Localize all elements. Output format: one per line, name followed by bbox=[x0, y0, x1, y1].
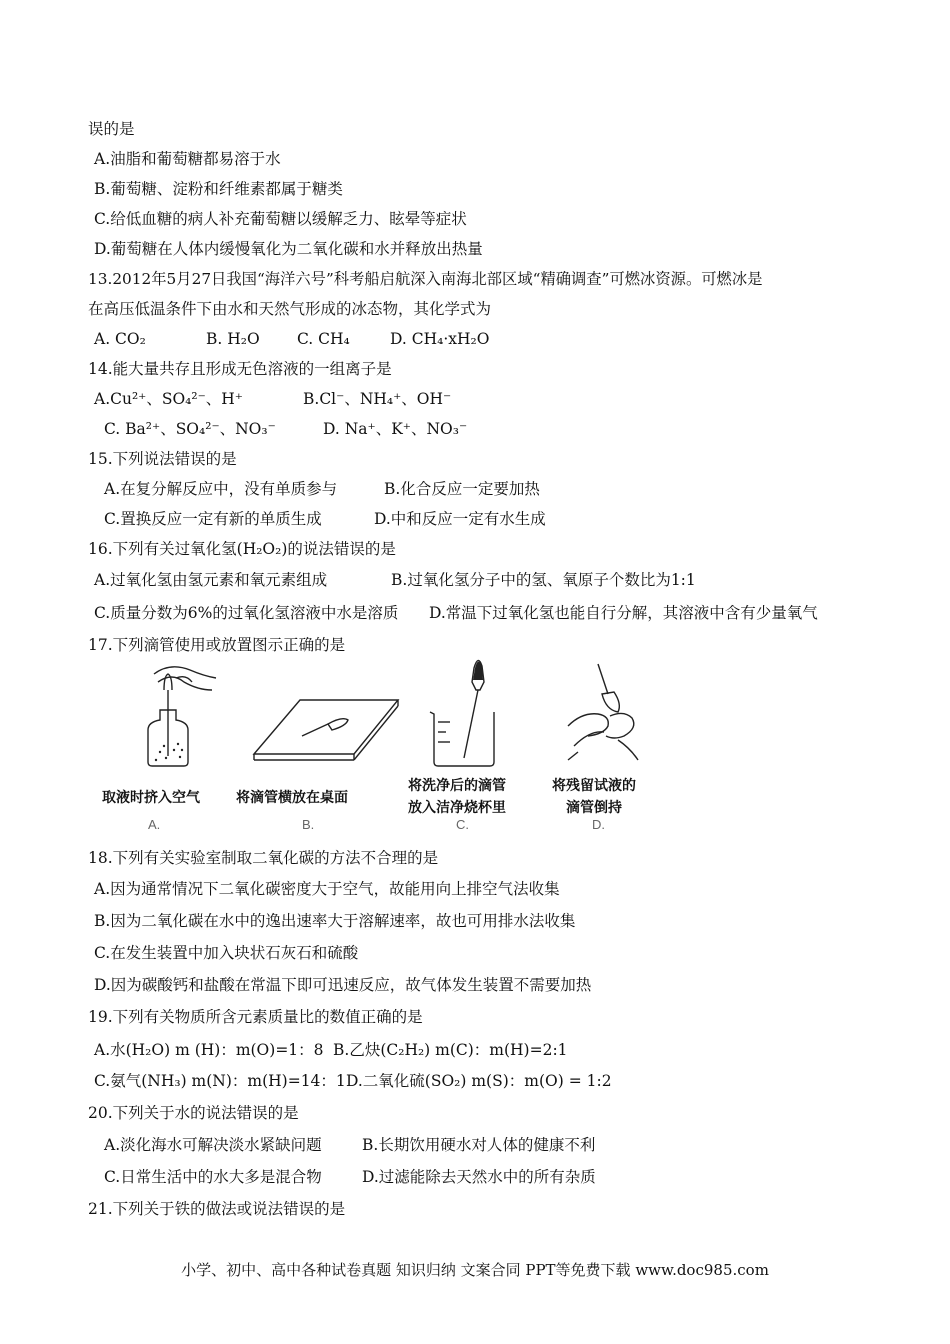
figure-d-caption-line1: 将残留试液的 bbox=[552, 778, 636, 794]
q12-option-d: D.葡萄糖在人体内缓慢氧化为二氧化碳和水并释放出热量 bbox=[94, 240, 483, 258]
figure-d-caption-line2: 滴管倒持 bbox=[566, 800, 622, 816]
figure-d-label: D. bbox=[592, 817, 605, 832]
q18-option-b: B.因为二氧化碳在水中的逸出速率大于溶解速率，故也可用排水法收集 bbox=[94, 912, 576, 930]
q20-option-d: D.过滤能除去天然水中的所有杂质 bbox=[362, 1168, 596, 1186]
q13-stem-line2: 在高压低温条件下由水和天然气形成的冰态物，其化学式为 bbox=[88, 300, 492, 318]
q18-option-d: D.因为碳酸钙和盐酸在常温下即可迅速反应，故气体发生装置不需要加热 bbox=[94, 976, 592, 994]
q16-option-a: A.过氧化氢由氢元素和氧元素组成 bbox=[94, 571, 328, 589]
q19-option-c: C.氨气(NH₃) m(N)：m(H)=14：1 bbox=[94, 1072, 346, 1090]
q16-option-b: B.过氧化氢分子中的氢、氧原子个数比为1:1 bbox=[391, 571, 696, 589]
figure-a-caption: 取液时挤入空气 bbox=[102, 790, 200, 806]
q14-stem: 14.能大量共存且形成无色溶液的一组离子是 bbox=[88, 360, 392, 378]
q19-option-a: A.水(H₂O) m (H)：m(O)=1：8 bbox=[94, 1041, 324, 1059]
q12-stem-tail: 误的是 bbox=[88, 120, 135, 138]
q16-option-d: D.常温下过氧化氢也能自行分解，其溶液中含有少量氧气 bbox=[429, 604, 818, 622]
q16-option-c: C.质量分数为6%的过氧化氢溶液中水是溶质 bbox=[94, 604, 399, 622]
figure-c-caption-line2: 放入洁净烧杯里 bbox=[408, 800, 506, 816]
q13-option-c: C. CH₄ bbox=[297, 330, 350, 348]
q18-option-c: C.在发生装置中加入块状石灰石和硫酸 bbox=[94, 944, 359, 962]
q18-option-a: A.因为通常情况下二氧化碳密度大于空气，故能用向上排空气法收集 bbox=[94, 880, 560, 898]
q15-option-d: D.中和反应一定有水生成 bbox=[374, 510, 546, 528]
q18-stem: 18.下列有关实验室制取二氧化碳的方法不合理的是 bbox=[88, 849, 439, 867]
q19-stem: 19.下列有关物质所含元素质量比的数值正确的是 bbox=[88, 1008, 423, 1026]
q20-stem: 20.下列关于水的说法错误的是 bbox=[88, 1104, 299, 1122]
q19-option-b: B.乙炔(C₂H₂) m(C)：m(H)=2:1 bbox=[333, 1041, 568, 1059]
q15-option-a: A.在复分解反应中，没有单质参与 bbox=[104, 480, 338, 498]
q20-option-c: C.日常生活中的水大多是混合物 bbox=[104, 1168, 322, 1186]
q15-stem: 15.下列说法错误的是 bbox=[88, 450, 237, 468]
q14-option-b: B.Cl⁻、NH₄⁺、OH⁻ bbox=[303, 390, 452, 408]
q15-option-c: C.置换反应一定有新的单质生成 bbox=[104, 510, 322, 528]
q14-option-c: C. Ba²⁺、SO₄²⁻、NO₃⁻ bbox=[104, 420, 276, 438]
q13-stem-line1: 13.2012年5月27日我国“海洋六号”科考船启航深入南海北部区域“精确调查”可燃冰资源。可燃冰是 bbox=[88, 270, 763, 288]
dropper-figures bbox=[90, 652, 650, 842]
q12-option-b: B.葡萄糖、淀粉和纤维素都属于糖类 bbox=[94, 180, 343, 198]
figure-c-illustration bbox=[420, 652, 510, 772]
q15-option-b: B.化合反应一定要加热 bbox=[384, 480, 540, 498]
figure-a-label: A. bbox=[148, 817, 161, 832]
q14-option-d: D. Na⁺、K⁺、NO₃⁻ bbox=[323, 420, 468, 438]
q19-option-d: D.二氧化硫(SO₂) m(S)：m(O) = 1:2 bbox=[346, 1072, 612, 1090]
q20-option-a: A.淡化海水可解决淡水紧缺问题 bbox=[104, 1136, 322, 1154]
q13-option-a: A. CO₂ bbox=[94, 330, 146, 348]
q21-stem: 21.下列关于铁的做法或说法错误的是 bbox=[88, 1200, 346, 1218]
q14-option-a: A.Cu²⁺、SO₄²⁻、H⁺ bbox=[94, 390, 243, 408]
page-footer: 小学、初中、高中各种试卷真题 知识归纳 文案合同 PPT等免费下载 www.doc985.com bbox=[181, 1261, 769, 1279]
q13-option-d: D. CH₄·xH₂O bbox=[390, 330, 490, 348]
figure-c-label: C. bbox=[456, 817, 469, 832]
figure-a-illustration bbox=[120, 660, 230, 770]
figure-d-illustration bbox=[558, 656, 648, 766]
figure-b-caption: 将滴管横放在桌面 bbox=[236, 790, 348, 806]
q13-option-b: B. H₂O bbox=[206, 330, 260, 348]
figure-c-caption-line1: 将洗净后的滴管 bbox=[408, 778, 506, 794]
q12-option-a: A.油脂和葡萄糖都易溶于水 bbox=[94, 150, 281, 168]
figure-b-label: B. bbox=[302, 817, 315, 832]
q16-stem: 16.下列有关过氧化氢(H₂O₂)的说法错误的是 bbox=[88, 540, 396, 558]
q17-stem: 17.下列滴管使用或放置图示正确的是 bbox=[88, 636, 346, 654]
q20-option-b: B.长期饮用硬水对人体的健康不利 bbox=[362, 1136, 596, 1154]
q12-option-c: C.给低血糖的病人补充葡萄糖以缓解乏力、眩晕等症状 bbox=[94, 210, 467, 228]
figure-b-illustration bbox=[250, 690, 400, 770]
